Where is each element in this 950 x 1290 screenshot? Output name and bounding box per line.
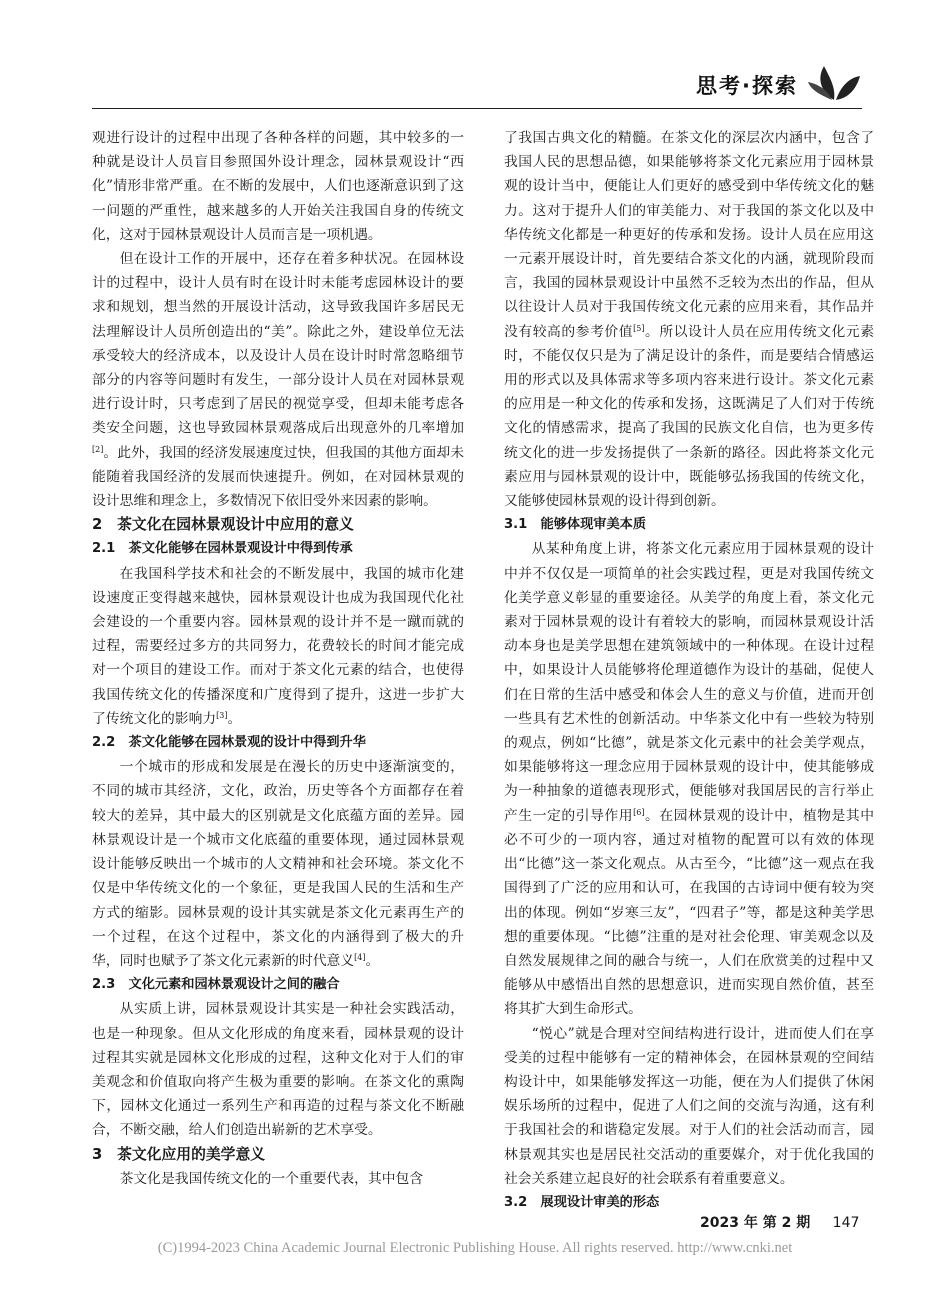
right-column bbox=[504, 126, 874, 1215]
copyright-line: (C)1994-2023 China Academic Journal Electronic Publishing House. All rights reserved. http://www.cnki.net bbox=[157, 1240, 793, 1256]
left-column bbox=[92, 126, 464, 1191]
citation-ref: [3] bbox=[216, 710, 228, 720]
paragraph: 了我国古典文化的精髓。在茶文化的深层次内涵中，包含了我国人民的思想品德，如果能够将茶文化元素应用于园林景观的设计当中，便能让人们更好的感受到中华传统文化的魅力。这对于提升人们的审美能力、对于我国的茶文化以及中华传统文化都是一种更好的传承和发扬。设计人员在应用这一元素开展设计时，首先要结合茶文化的内涵，就现阶段而言，我国的园林景观设计中虽然不乏较为杰出的作品，但从以往设计人员对于我国传统文化元素的应用来看，其作品并没有较高的参考价值[5]。所以设计人员在应用传统文化元素时，不能仅仅只是为了满足设计的条件，而是要结合情感运用的形式以及具体需求等多项内容来进行设计。茶文化元素的应用是一种文化的传承和发扬，这既满足了人们对于传统文化的情感需求，提高了我国的民族文化自信，也为更多传统文化的进一步发扬提供了一条新的路径。因此将茶文化元素应用与园林景观的设计中，既能够弘扬我国的传统文化，又能够使园林景观的设计得到创新。 bbox=[504, 130, 875, 510]
paragraph: 在我国科学技术和社会的不断发展中，我国的城市化建设速度正变得越来越快，园林景观设计也成为我国现代化社会建设的一个重要内容。园林景观的设计并不是一蹴而就的过程，需要经过多方的共同努力，花费较长的时间才能完成对一个项目的建设工作。而对于茶文化元素的结合，也使得我国传统文化的传播深度和广度得到了提升，这进一步扩大了传统文化的影响力[3]。 bbox=[92, 565, 464, 727]
citation-ref: [2] bbox=[92, 444, 104, 454]
citation-ref: [4] bbox=[354, 952, 366, 962]
leaf-icon bbox=[806, 62, 862, 102]
paragraph: “悦心”就是合理对空间结构进行设计，进而使人们在享受美的过程中能够有一定的精神体会，在园林景观的空间结构设计中，如果能够发挥这一功能，便在为人们提供了休闲娱乐场所的过程中，促进了人们之间的交流与沟通，这有利于我国社会的和谐稳定发展。对于人们的社会活动而言，园林景观其实也是居民社交活动的重要媒介，对于优化我国的社会关系建立起良好的社会联系有着重要意义。 bbox=[504, 1025, 874, 1187]
section-heading: 2 茶文化在园林景观设计中应用的意义 bbox=[92, 516, 354, 534]
subsection-heading: 3.2 展现设计审美的形态 bbox=[504, 1194, 660, 1210]
paragraph: 茶文化是我国传统文化的一个重要代表，其中包含 bbox=[119, 1170, 424, 1187]
citation-ref: [5] bbox=[633, 323, 645, 333]
section-heading: 3 茶文化应用的美学意义 bbox=[92, 1145, 266, 1163]
subsection-heading: 2.1 茶文化能够在园林景观设计中得到传承 bbox=[92, 541, 353, 557]
header-rule bbox=[92, 108, 862, 109]
paragraph: 观进行设计的过程中出现了各种各样的问题，其中较多的一种就是设计人员盲目参照国外设计理念，园林景观设计“西化”情形非常严重。在不断的发展中，人们也逐渐意识到了这一问题的严重性，越来越多的人开始关注我国自身的传统文化，这对于园林景观设计人员而言是一项机遇。 bbox=[92, 130, 464, 243]
page-footer bbox=[700, 1212, 859, 1232]
paragraph: 但在设计工作的开展中，还存在着多种状况。在园林设计的过程中，设计人员有时在设计时未能考虑园林设计的要求和规划，想当然的开展设计活动，这导致我国许多居民无法理解设计人员所创造出的“美”。除此之外，建设单位无法承受较大的经济成本，以及设计人员在设计时时常忽略细节部分的内容等问题时有发生，一部分设计人员在对园林景观进行设计时，只考虑到了居民的视觉享受，但却未能考虑各类安全问题，这也导致园林景观落成后出现意外的几率增加[2]。此外，我国的经济发展速度过快，但我国的其他方面却未能随着我国经济的发展而快速提升。例如，在对园林景观的设计思维和理念上，多数情况下依旧受外来因素的影响。 bbox=[92, 251, 464, 510]
page-number: 147 bbox=[832, 1215, 860, 1231]
subsection-heading: 2.3 文化元素和园林景观设计之间的融合 bbox=[92, 977, 340, 993]
citation-ref: [6] bbox=[633, 807, 645, 817]
page-header bbox=[92, 62, 862, 106]
paragraph: 一个城市的形成和发展是在漫长的历史中逐渐演变的，不同的城市其经济，文化，政治，历史等各个方面都存在着较大的差异，其中最大的区别就是文化底蕴方面的差异。园林景观设计是一个城市文化底蕴的重要体现，通过园林景观设计能够反映出一个城市的人文精神和社会环境。茶文化不仅是中华传统文化的一个象征，更是我国人民的生活和生产方式的缩影。园林景观的设计其实就是茶文化元素再生产的一个过程，在这个过程中，茶文化的内涵得到了极大的升华，同时也赋予了茶文化元素新的时代意义[4]。 bbox=[92, 759, 464, 969]
issue-label: 2023 年 第 2 期 bbox=[700, 1215, 811, 1231]
paragraph: 从某种角度上讲，将茶文化元素应用于园林景观的设计中并不仅仅是一项简单的社会实践过程，更是对我国传统文化美学意义彰显的重要途径。从美学的角度上看，茶文化元素对于园林景观的设计有着较大的影响，而园林景观设计活动本身也是美学思想在建筑领域中的一种体现。在设计过程中，如果设计人员能够将伦理道德作为设计的基础，促使人们在日常的生活中感受和体会人生的意义与价值，进而开创一些具有艺术性的创新活动。中华茶文化中有一些较为特别的观点，例如“比德”，就是茶文化元素中的社会美学观点，如果能够将这一理念应用于园林景观的设计中，使其能够成为一种抽象的道德表现形式，便能够对我国居民的言行举止产生一定的引导作用[6]。在园林景观的设计中，植物是其中必不可少的一项内容，通过对植物的配置可以有效的体现出“比德”这一茶文化观点。从古至今，“比德”这一观点在我国得到了广泛的应用和认可，在我国的古诗词中便有较为突出的体现。例如“岁寒三友”，“四君子”等，都是这种美学思想的重要体现。“比德”注重的是对社会伦理、审美观念以及自然发展规律之间的融合与统一，人们在欣赏美的过程中又能够从中感悟出自然的思想意识，进而实现自然价值，甚至将其扩大到生命形式。 bbox=[504, 541, 875, 1018]
paragraph: 从实质上讲，园林景观设计其实是一种社会实践活动，也是一种现象。但从文化形成的角度来看，园林景观的设计过程其实就是园林文化形成的过程，这种文化对于人们的审美观念和价值取向将产生极为重要的影响。在茶文化的熏陶下，园林文化通过一系列生产和再造的过程与茶文化不断融合，不断交融，给人们创造出崭新的艺术享受。 bbox=[92, 1001, 464, 1139]
section-title: 思考·探索 bbox=[696, 74, 798, 98]
subsection-heading: 2.2 茶文化能够在园林景观的设计中得到升华 bbox=[92, 735, 366, 751]
subsection-heading: 3.1 能够体现审美本质 bbox=[504, 517, 647, 533]
